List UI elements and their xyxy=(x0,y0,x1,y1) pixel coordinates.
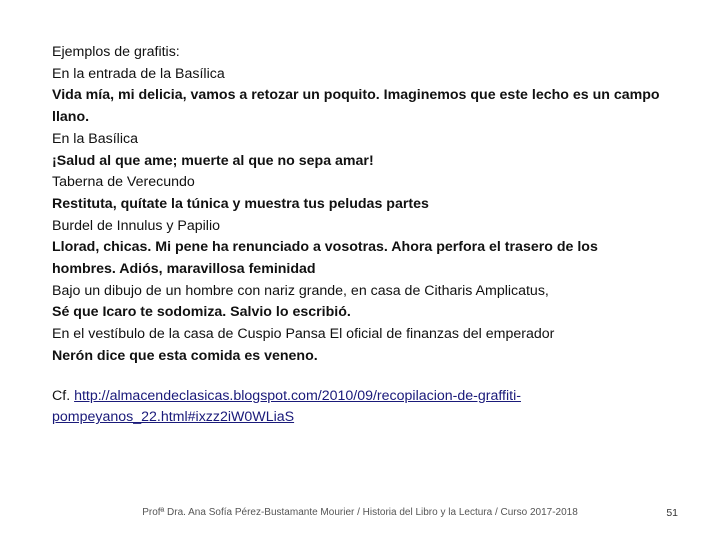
graffiti-location: En la entrada de la Basílica xyxy=(52,65,225,82)
graffiti-location: Burdel de Innulus y Papilio xyxy=(52,217,220,234)
graffiti-text: Nerón dice que esta comida es veneno. xyxy=(52,347,318,364)
footer-text: Profª Dra. Ana Sofía Pérez-Bustamante Mourier / Historia del Libro y la Lectura / Curso 2017-2018 xyxy=(142,507,578,518)
graffiti-text: Llorad, chicas. Mi pene ha renunciado a vosotras. Ahora perfora el trasero de los hombres. Adiós, maravillosa feminidad xyxy=(52,239,598,278)
graffiti-text: Sé que Icaro te sodomiza. Salvio lo escribió. xyxy=(52,304,351,321)
reference-link[interactable]: http://almacendeclasicas.blogspot.com/2010/09/recopilacion-de-graffiti-pompeyanos_22.html#ixzz2iW0WLiaS xyxy=(52,387,521,426)
reference xyxy=(52,386,662,429)
graffiti-text: ¡Salud al que ame; muerte al que no sepa amar! xyxy=(52,152,374,169)
graffiti-list xyxy=(52,42,662,368)
graffiti-location: En el vestíbulo de la casa de Cuspio Pansa El oficial de finanzas del emperador xyxy=(52,326,555,343)
graffiti-location: Ejemplos de grafitis: xyxy=(52,44,180,60)
graffiti-text: Restituta, quítate la túnica y muestra tus peludas partes xyxy=(52,195,429,212)
slide-body xyxy=(52,42,662,429)
graffiti-location: En la Basílica xyxy=(52,130,138,147)
page-number: 51 xyxy=(666,507,678,519)
graffiti-text: Vida mía, mi delicia, vamos a retozar un poquito. Imaginemos que este lecho es un campo llano. xyxy=(52,87,660,126)
reference-prefix: Cf. xyxy=(52,387,75,404)
graffiti-location: Bajo un dibujo de un hombre con nariz grande, en casa de Citharis Amplicatus, xyxy=(52,282,549,299)
graffiti-location: Taberna de Verecundo xyxy=(52,174,195,191)
